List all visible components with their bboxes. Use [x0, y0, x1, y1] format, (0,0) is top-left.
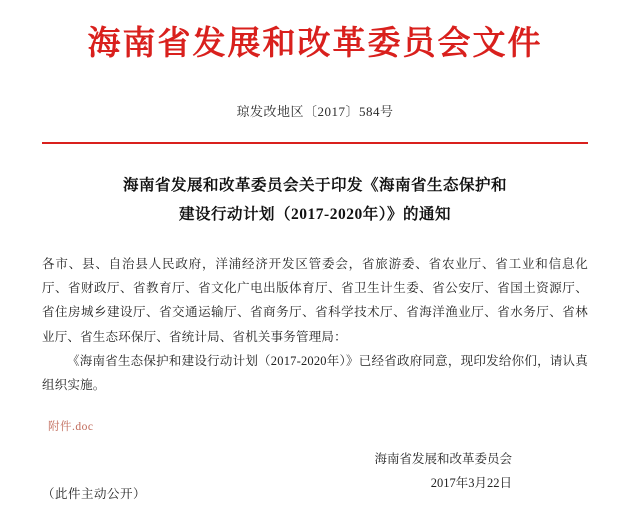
body-paragraph: 《海南省生态保护和建设行动计划（2017-2020年）》已经省政府同意，现印发给你们，请认真组织实施。	[42, 354, 588, 393]
document-header	[42, 0, 588, 65]
document-subject	[42, 172, 588, 229]
attachment-link[interactable]: 附件.doc	[48, 420, 94, 433]
red-divider-rule	[42, 142, 588, 144]
document-number: 琼发改地区〔2017〕584号	[236, 104, 394, 120]
subject-line-2: 建设行动计划（2017-2020年）》的通知	[179, 205, 451, 223]
recipients-paragraph: 各市、县、自治县人民政府，洋浦经济开发区管委会，省旅游委、省农业厅、省工业和信息化厅、省财政厅、省教育厅、省文化广电出版体育厅、省卫生计生委、省公安厅、省国土资源厅、省住房城乡建设厅、省交通运输厅、省商务厅、省科学技术厅、省海洋渔业厅、省水务厅、省林业厅、省生态环保厅、省统计局、省机关事务管理局：	[42, 256, 588, 344]
sign-date: 2017年3月22日	[430, 475, 512, 490]
document-title-banner: 海南省发展和改革委员会文件	[87, 26, 543, 62]
signer-name: 海南省发展和改革委员会	[374, 451, 512, 466]
disclosure-note: （此件主动公开）	[42, 487, 147, 501]
document-body	[42, 252, 588, 398]
subject-line-1: 海南省发展和改革委员会关于印发《海南省生态保护和	[122, 177, 507, 195]
